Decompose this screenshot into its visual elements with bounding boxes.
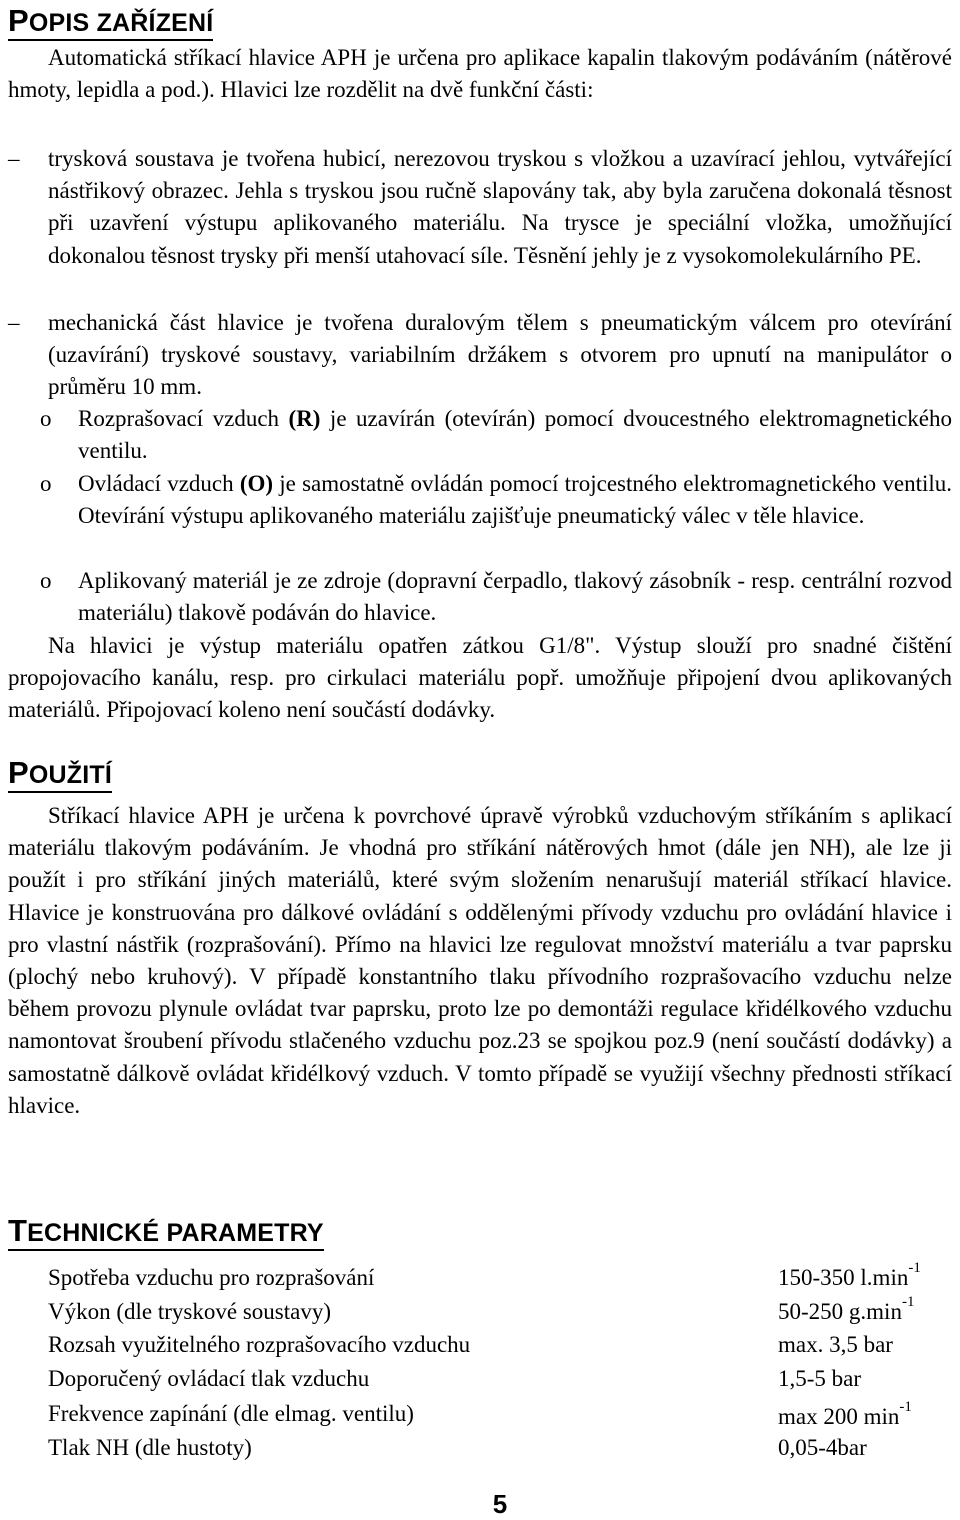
section-heading-pouziti (8, 755, 113, 790)
page-number: 5 (492, 1489, 508, 1519)
intro-paragraph: Automatická stříkací hlavice APH je určena pro aplikace kapalin tlakovým podáváním (nátěrové hmoty, lepidla a pod.). Hlavici lze rozdělit na dvě funkční části: (8, 45, 952, 103)
dash-item-text: trysková soustava je tvořena hubicí, nerezovou tryskou s vložkou a uzavírací jehlou, vytvářející nástřikový obrazec. Jehla s tryskou jsou ručně slapovány tak, aby byla zaručena dokonalá těsnost při uzavření výstupu aplikovaného materiálu. Na trysce je speciální vložka, umožňující dokonalou těsnost trysky při menší utahovací síle. Těsnění jehly je z vysokomolekulárního PE. (48, 146, 952, 268)
dash-item-text: mechanická část hlavice je tvořena duralovým tělem s pneumatickým válcem pro otevírání (uzavírání) tryskové soustavy, variabilním držákem s otvorem pro upnutí na manipulátor o průměru 10 mm. (48, 310, 952, 400)
param-row (48, 1398, 948, 1434)
bullet-text-part: je uzavírán (otevírán) pomocí dvoucestného elektromagnetického ventilu. (78, 406, 953, 464)
bullet-text: Aplikovaný materiál je ze zdroje (dopravní čerpadlo, tlakový zásobník - resp. centrální rozvod materiálu) tlakově podáván do hlavice. (78, 568, 952, 626)
heading-initial: P (8, 755, 29, 790)
heading-underline (8, 791, 112, 793)
heading-underline (8, 39, 213, 41)
dash-marker: – (8, 310, 20, 335)
param-label: Výkon (dle tryskové soustavy) (48, 1298, 331, 1324)
closing-paragraph: Na hlavici je výstup materiálu opatřen zátkou G1/8". Výstup slouží pro snadné čištění propojovacího kanálu, resp. pro cirkulaci materiálu popř. umožňuje připojení dvou aplikovaných materiálů. Připojovací koleno není součástí dodávky. (8, 633, 952, 723)
bullet-item-material-supply (40, 565, 952, 629)
param-row (48, 1262, 948, 1296)
heading-underline (8, 1249, 324, 1251)
param-row (48, 1329, 948, 1363)
dash-list-item-nozzle (8, 143, 952, 272)
param-label: Doporučený ovládací tlak vzduchu (48, 1365, 370, 1391)
param-value: max. 3,5 bar (778, 1332, 893, 1357)
bullet-item-control-air (40, 468, 952, 532)
o-marker: o (40, 406, 52, 431)
bullet-item-atomizing-air (40, 403, 953, 467)
param-row (48, 1293, 948, 1330)
param-value: 150-350 $l.\min^{-1}$ (778, 1260, 921, 1290)
section-heading-technicke-parametry (8, 1213, 324, 1248)
param-label: Rozsah využitelného rozprašovacího vzduchu (48, 1332, 471, 1357)
air-code-o: (O) (239, 471, 274, 496)
param-row (48, 1432, 948, 1466)
param-label: Frekvence zapínání (dle elmag. ventilu) (48, 1401, 414, 1426)
bullet-text-part: Ovládací vzduch (78, 471, 240, 496)
param-label: Tlak NH (dle hustoty) (48, 1435, 252, 1460)
heading-rest: OUŽITÍ (28, 761, 113, 789)
usage-paragraph: Stříkací hlavice APH je určena k povrchové úpravě výrobků vzduchovým stříkáním s aplikací materiálu tlakovým podáváním. Je vhodná pro stříkání nátěrových hmot (dále jen NH), ale lze ji použít i pro stříkání jiných materiálů, které svým složením nenarušují materiál stříkací hlavice. Hlavice je konstruována pro dálkové ovládání s oddělenými přívody vzduchu pro ovládání hlavice i pro vlastní nástřik (rozprašování). Přímo na hlavici lze regulovat množství materiálu a tvar paprsku (plochý nebo kruhový). V případě konstantního tlaku přívodního rozprašovacího vzduchu nelze během provozu plynule ovládat tvar paprsku, proto lze po demontáži regulace křidélkového vzduchu namontovat šroubení přívodu stlačeného vzduchu poz.23 se spojkou poz.9 (není součástí dodávky) a samostatně dálkově ovládat křidélkový vzduch. V tomto případě se využijí všechny přednosti stříkací hlavice. (8, 803, 952, 1118)
param-value: 50-250 $g.\min^{-1}$ (778, 1293, 915, 1324)
param-value: 0,05-4bar (778, 1435, 867, 1460)
bullet-text-part: Rozprašovací vzduch (78, 406, 289, 431)
section-heading-popis-zarizeni (8, 3, 214, 38)
param-value: 1,5-5 bar (778, 1365, 862, 1391)
heading-initial: T (8, 1213, 28, 1248)
dash-list-item-mechanical (8, 307, 952, 404)
o-marker: o (40, 471, 52, 496)
heading-rest: ECHNICKÉ PARAMETRY (27, 1219, 324, 1247)
o-marker: o (40, 568, 52, 593)
heading-rest: OPIS ZAŘÍZENÍ (28, 9, 214, 37)
technical-parameters-table (48, 1262, 948, 1466)
dash-marker: – (8, 146, 20, 171)
param-row (48, 1363, 948, 1397)
param-label: Spotřeba vzduchu pro rozprašování (48, 1265, 375, 1290)
bullet-text-part: je samostatně ovládán pomocí trojcestného elektromagnetického ventilu. Otevírání výstupu aplikovaného materiálu zajišťuje pneumatický válec v těle hlavice. (78, 471, 952, 529)
heading-initial: P (8, 3, 29, 38)
param-value: max 200 $\min^{-1}$ (778, 1399, 912, 1429)
air-code-r: (R) (288, 406, 321, 431)
